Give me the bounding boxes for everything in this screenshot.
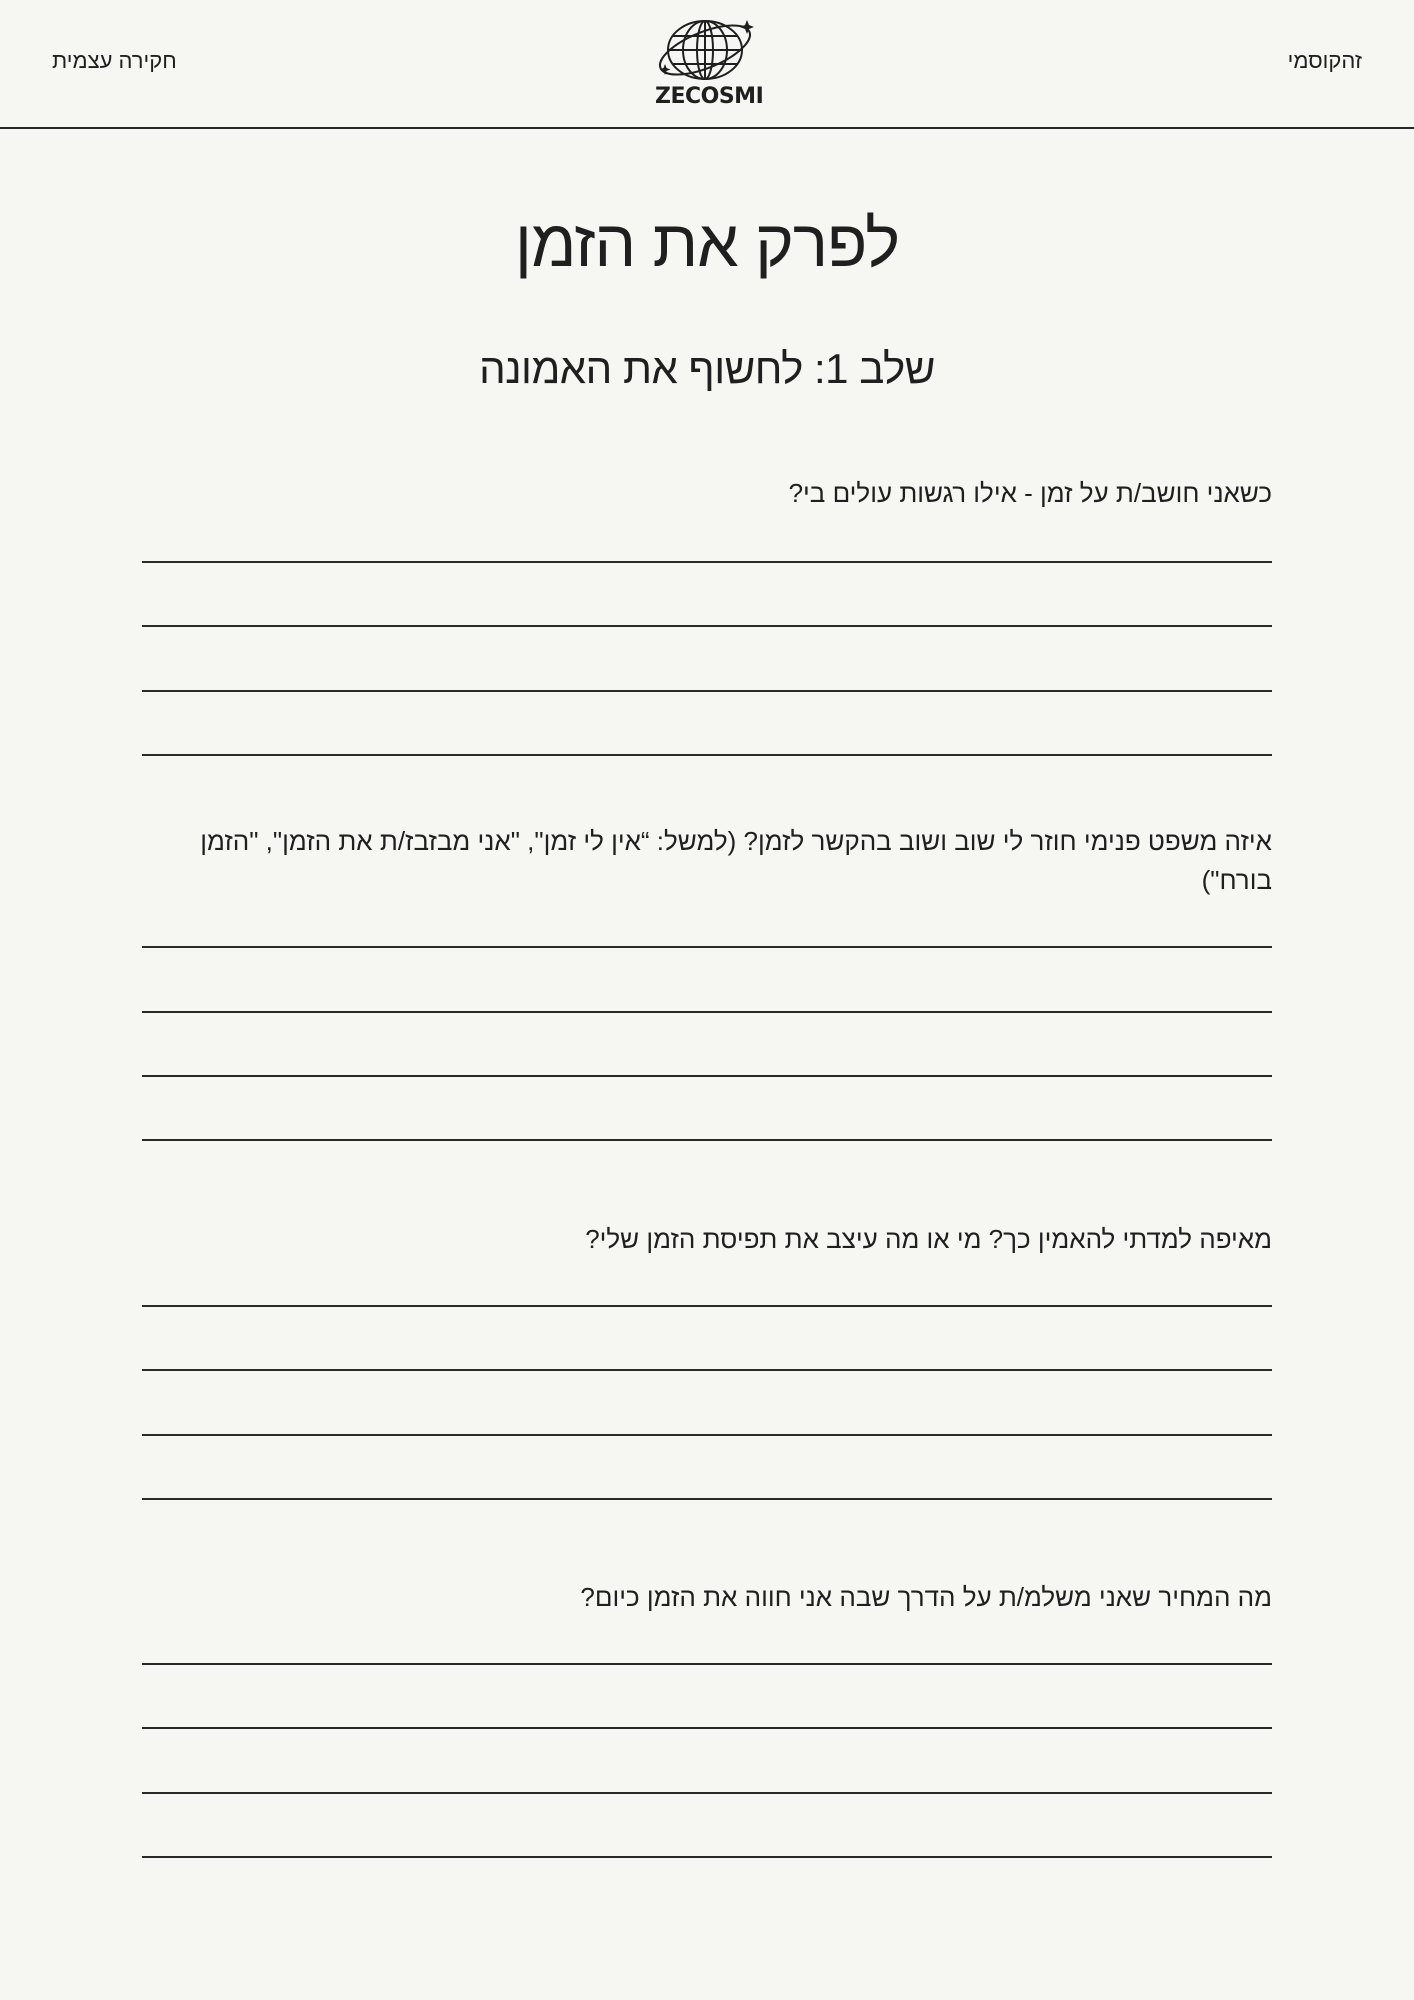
answer-line[interactable]	[142, 754, 1272, 756]
answer-line[interactable]	[142, 561, 1272, 563]
page-header	[0, 0, 1414, 129]
section-label: חקירה עצמית	[52, 48, 177, 73]
answer-line[interactable]	[142, 1856, 1272, 1858]
page-title: לפרק את הזמן	[514, 206, 900, 280]
answer-line[interactable]	[142, 1498, 1272, 1500]
answer-line[interactable]	[142, 1305, 1272, 1307]
logo-text: ZECOSMI	[655, 84, 764, 109]
answer-line[interactable]	[142, 1792, 1272, 1794]
answer-line[interactable]	[142, 625, 1272, 627]
question-1: כשאני חושב/ת על זמן - אילו רגשות עולים בי?	[788, 478, 1272, 508]
brand-name: זהקוסמי	[1287, 48, 1362, 73]
step-subtitle: שלב 1: לחשוף את האמונה	[479, 345, 935, 392]
logo	[655, 14, 764, 114]
question-4: מה המחיר שאני משלמ/ת על הדרך שבה אני חווה את הזמן כיום?	[580, 1582, 1272, 1612]
answer-line[interactable]	[142, 1011, 1272, 1013]
answer-line[interactable]	[142, 1434, 1272, 1436]
question-2: איזה משפט פנימי חוזר לי שוב ושוב בהקשר לזמן? (למשל: “אין לי זמן", "אני מבזבז/ת את הזמן", "הזמן בורח")	[200, 826, 1272, 895]
answer-line[interactable]	[142, 1369, 1272, 1371]
answer-line[interactable]	[142, 1727, 1272, 1729]
answer-line[interactable]	[142, 690, 1272, 692]
question-3: מאיפה למדתי להאמין כך? מי או מה עיצב את תפיסת הזמן שלי?	[585, 1224, 1272, 1254]
answer-line[interactable]	[142, 1075, 1272, 1077]
globe-icon	[655, 14, 759, 84]
answer-line[interactable]	[142, 1139, 1272, 1141]
answer-line[interactable]	[142, 946, 1272, 948]
answer-line[interactable]	[142, 1663, 1272, 1665]
